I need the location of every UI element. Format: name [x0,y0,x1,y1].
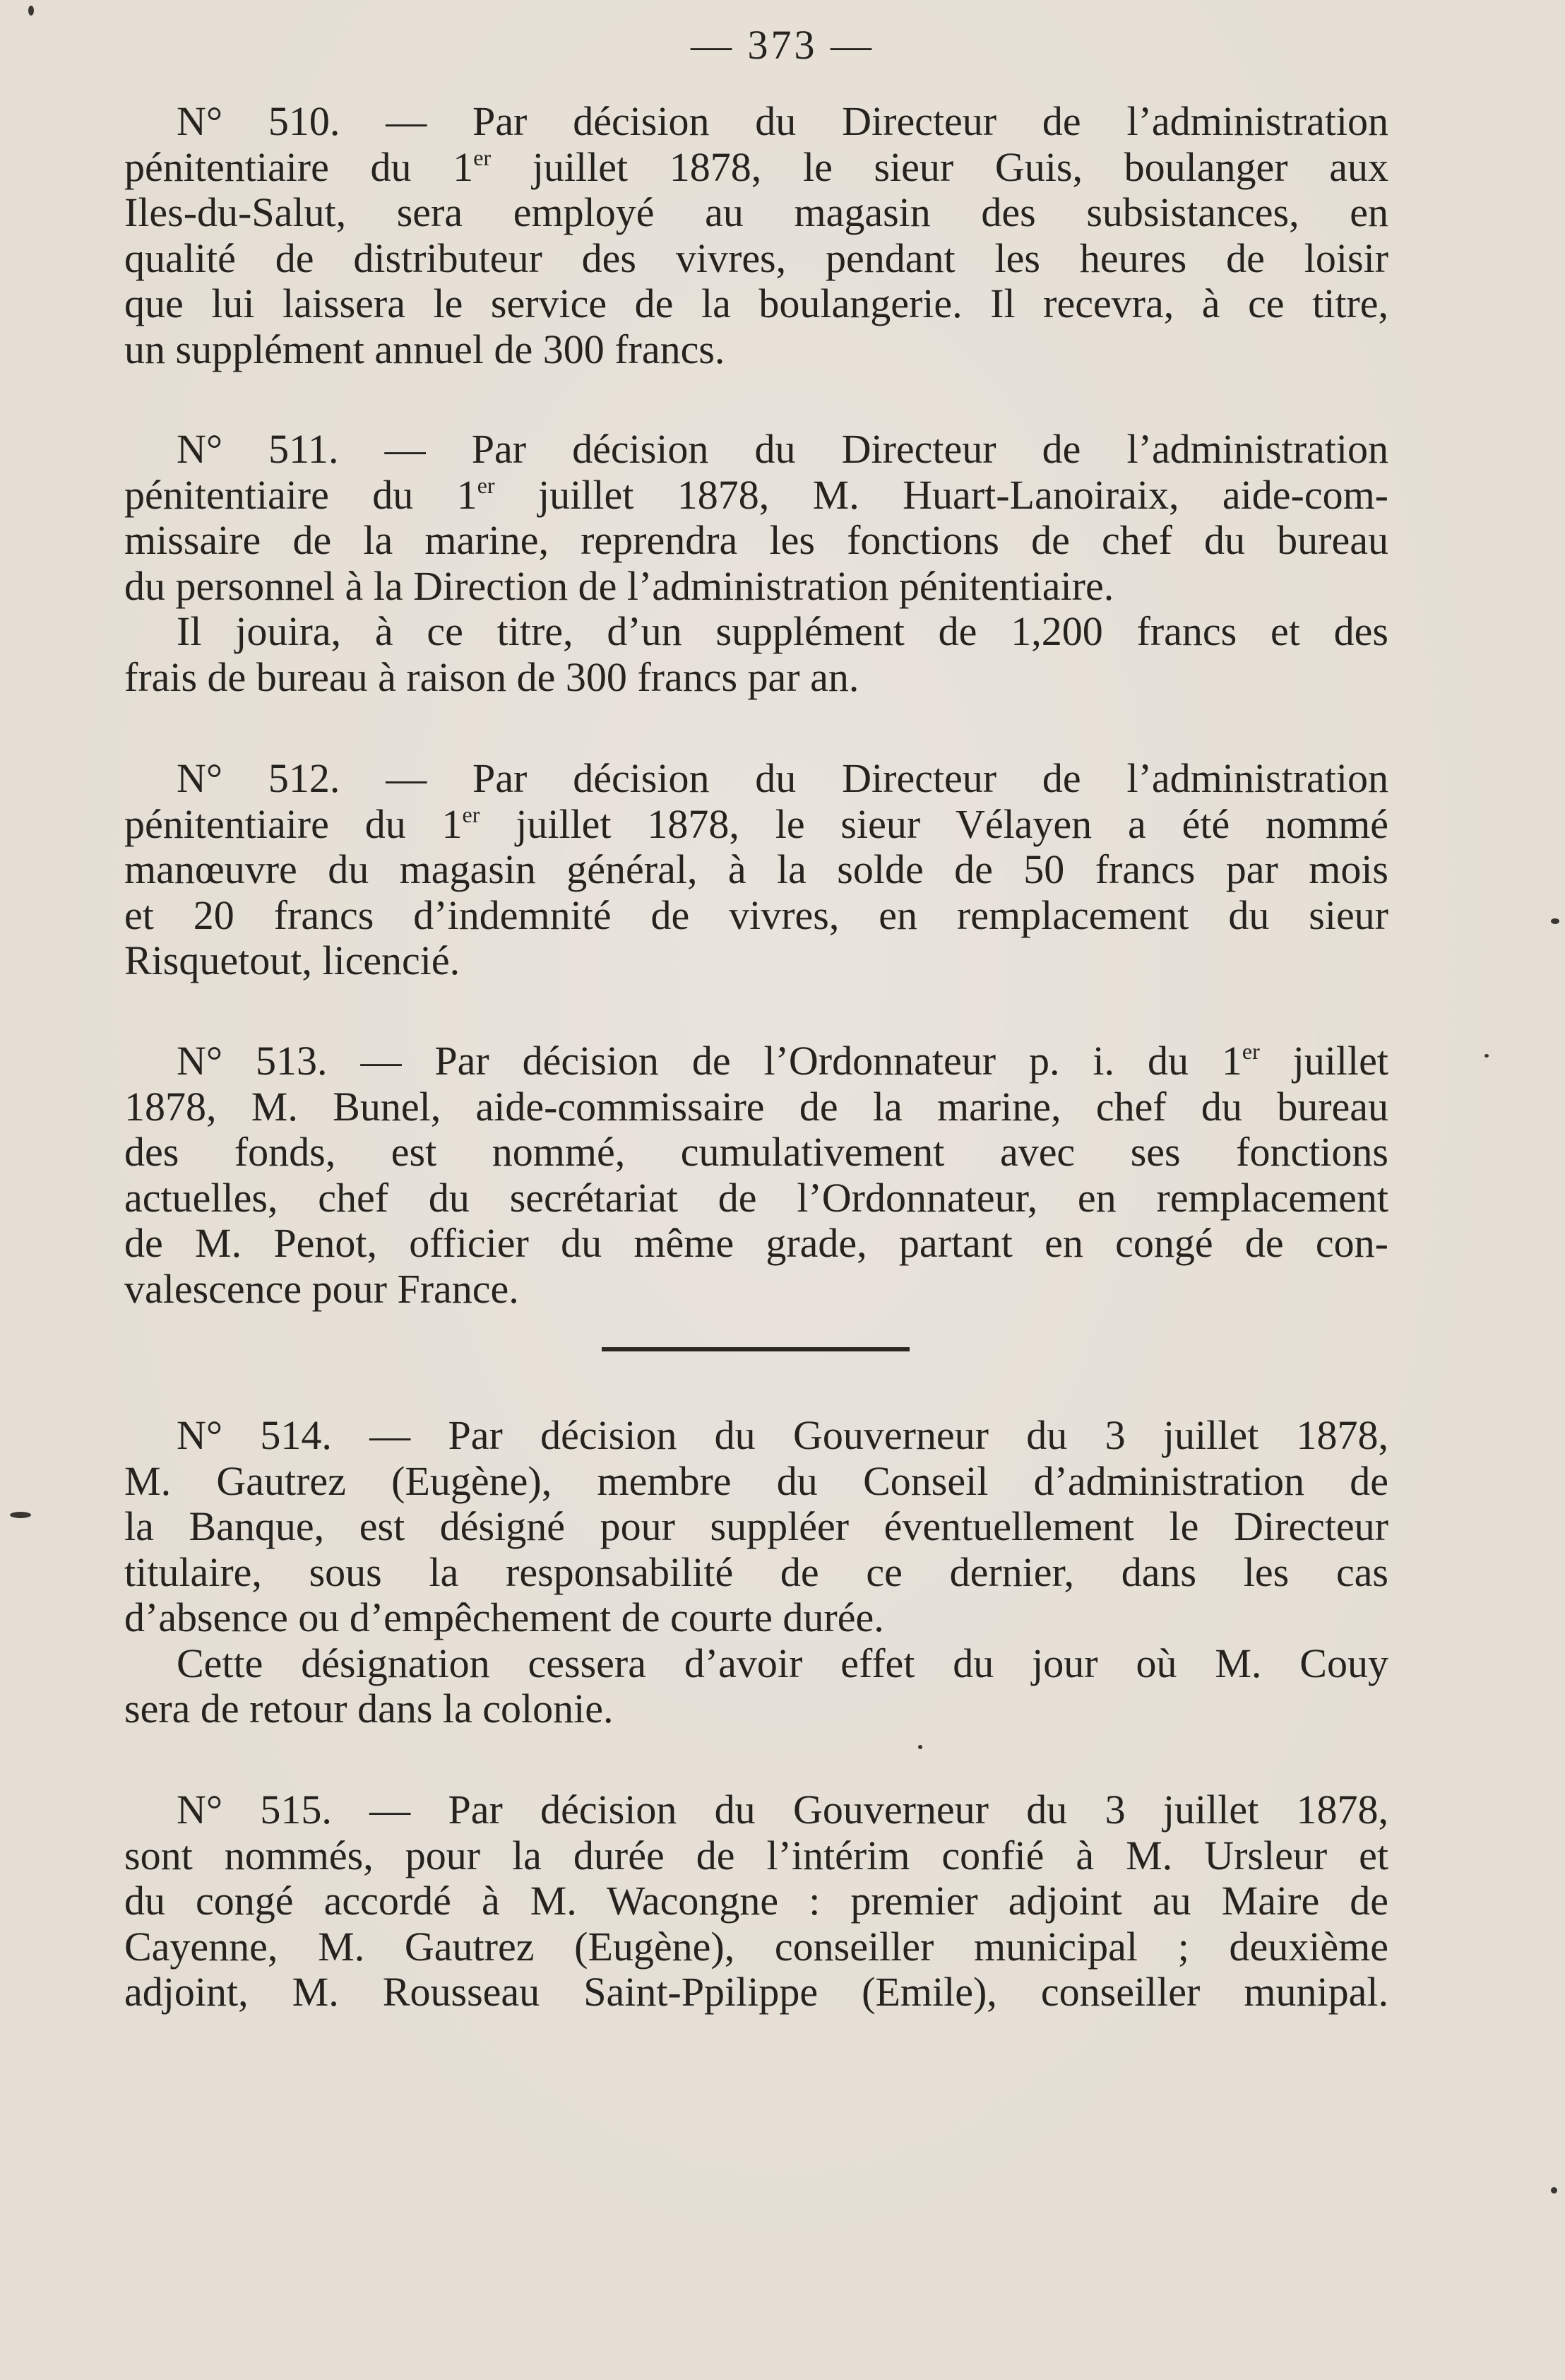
entry-510 [124,99,1388,372]
paper-speck [918,1745,922,1749]
superscript: er [473,144,492,170]
entry-line: sera de retour dans la colonie. [124,1686,614,1731]
entry-line: N° 512. — Par décision du Directeur de l’administration [177,755,1388,801]
paper-speck [28,6,34,16]
entry-line: Risquetout, licencié. [124,937,460,983]
entry-511 [124,427,1388,700]
superscript: er [477,472,495,498]
entry-line: un supplément annuel de 300 francs. [124,326,725,372]
superscript: er [462,801,480,827]
paper-speck [1484,1054,1489,1058]
entry-line: N° 511. — Par décision du Directeur de l’administration [177,426,1388,472]
entry-line: titulaire, sous la responsabilité de ce dernier, dans les cas [124,1549,1388,1595]
paper-speck [10,1512,31,1518]
entry-line: que lui laissera le service de la boulangerie. Il recevra, à ce titre, [124,280,1388,326]
entry-line: qualité de distributeur des vivres, pendant les heures de loisir [124,235,1388,281]
page-number: — 373 — [691,22,874,68]
entry-line: N° 514. — Par décision du Gouverneur du 3 juillet 1878, [177,1412,1388,1458]
entry-line: du personnel à la Direction de l’administration pénitentiaire. [124,562,1114,609]
entry-line: et 20 francs d’indemnité de vivres, en remplacement du sieur [124,892,1388,938]
entry-512 [124,756,1388,984]
entry-line: des fonds, est nommé, cumulativement avec ses fonctions [124,1129,1388,1175]
entry-line: d’absence ou d’empêchement de courte durée. [124,1594,884,1640]
entry-line: pénitentiaire du 1er juillet 1878, M. Huart-Lanoiraix, aide-com- [124,471,1389,518]
entry-line: la Banque, est désigné pour suppléer éventuellement le Directeur [124,1503,1388,1549]
entry-line: valescence pour France. [124,1265,519,1312]
entry-line: pénitentiaire du 1er juillet 1878, le sieur Guis, boulanger aux [124,143,1389,190]
entry-line: Iles-du-Salut, sera employé au magasin des subsistances, en [124,189,1388,235]
entry-line: N° 513. — Par décision de l’Ordonnateur p. i. du 1er juillet [177,1038,1388,1084]
entry-line: de M. Penot, officier du même grade, partant en congé de con- [124,1220,1388,1266]
entry-line: actuelles, chef du secrétariat de l’Ordonnateur, en remplacement [124,1174,1388,1221]
entry-line: du congé accordé à M. Wacongne : premier adjoint au Maire de [124,1878,1388,1924]
paper-speck [1551,2187,1557,2193]
entry-514 [124,1413,1388,1732]
entry-line: pénitentiaire du 1er juillet 1878, le sieur Vélayen a été nommé [124,800,1388,847]
entry-line: frais de bureau à raison de 300 francs par an. [124,653,859,700]
entry-line: N° 510. — Par décision du Directeur de l’administration [177,98,1388,144]
entry-515 [124,1787,1388,2015]
entry-line: N° 515. — Par décision du Gouverneur du 3 juillet 1878, [177,1787,1388,1833]
entry-513 [124,1038,1388,1312]
entry-line: Cette désignation cessera d’avoir effet du jour où M. Couy [177,1640,1388,1686]
entry-line: missaire de la marine, reprendra les fonctions de chef du bureau [124,517,1388,563]
section-divider [602,1347,910,1351]
entry-line: adjoint, M. Rousseau Saint-Ppilippe (Emile), conseiller munipal. [124,1969,1388,2015]
entry-line: sont nommés, pour la durée de l’intérim confié à M. Ursleur et [124,1832,1388,1878]
entry-line: Cayenne, M. Gautrez (Eugène), conseiller municipal ; deuxième [124,1923,1388,1970]
entry-line: manœuvre du magasin général, à la solde de 50 francs par mois [124,846,1388,892]
paper-speck [1551,918,1559,924]
entry-line: Il jouira, à ce titre, d’un supplément de 1,200 francs et des [177,608,1388,654]
entry-line: M. Gautrez (Eugène), membre du Conseil d’administration de [124,1457,1388,1504]
superscript: er [1242,1038,1260,1064]
entry-line: 1878, M. Bunel, aide-commissaire de la marine, chef du bureau [124,1083,1388,1130]
